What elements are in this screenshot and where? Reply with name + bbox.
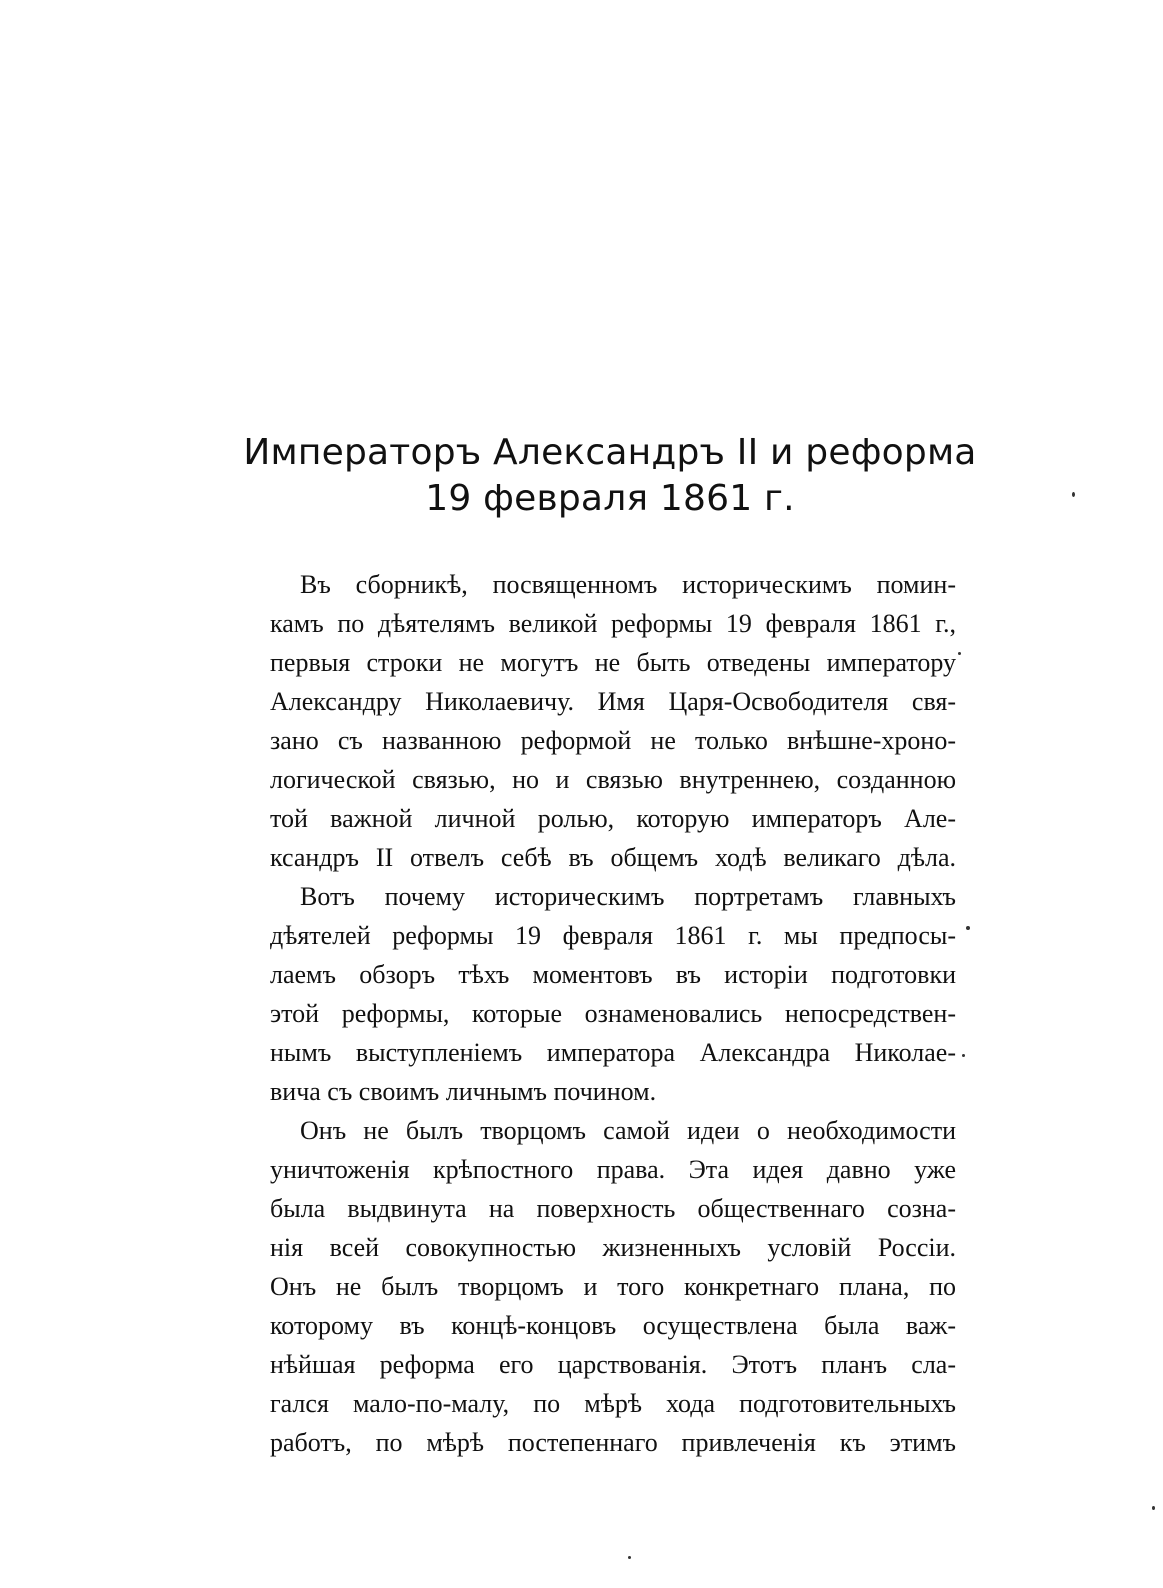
text-line: логической связью, но и связью внутреннею, созданною <box>270 765 956 794</box>
text-line: ксандръ II отвелъ себѣ въ общемъ ходѣ великаго дѣла. <box>270 843 956 872</box>
scan-speck <box>958 652 961 655</box>
text-line: уничтоженія крѣпостного права. Эта идея давно уже <box>270 1155 956 1184</box>
text-line: камъ по дѣятелямъ великой реформы 19 февраля 1861 г., <box>270 609 956 638</box>
text-line: Онъ не былъ творцомъ самой идеи о необходимости <box>300 1116 956 1145</box>
text-line: дѣятелей реформы 19 февраля 1861 г. мы предпосы- <box>270 921 956 950</box>
scan-speck <box>966 926 970 930</box>
text-line: вича съ своимъ личнымъ почином. <box>270 1077 657 1106</box>
text-line: первыя строки не могутъ не быть отведены императору <box>270 648 956 677</box>
text-line: Вотъ почему историческимъ портретамъ главныхъ <box>300 882 956 911</box>
text-line: была выдвинута на поверхность общественнаго созна- <box>270 1194 956 1223</box>
text-line: этой реформы, которые ознаменовались непосредствен- <box>270 999 956 1028</box>
scan-speck <box>628 1556 631 1559</box>
text-line: Онъ не былъ творцомъ и того конкретнаго плана, по <box>270 1272 956 1301</box>
text-line: нія всей совокупностью жизненныхъ условій Россіи. <box>270 1233 956 1262</box>
text-line: Александру Николаевичу. Имя Царя-Освободителя свя- <box>270 687 956 716</box>
body-text <box>270 565 956 1462</box>
scan-speck <box>1072 492 1075 497</box>
text-line: Въ сборникѣ, посвященномъ историческимъ помин- <box>300 570 956 599</box>
text-line: работъ, по мѣрѣ постепеннаго привлеченія къ этимъ <box>270 1428 956 1457</box>
chapter-title <box>230 430 990 522</box>
text-line: зано съ названною реформой не только внѣшне-хроно- <box>270 726 956 755</box>
text-line: той важной личной ролью, которую императоръ Але- <box>270 804 956 833</box>
chapter-title-line-1: Императоръ Александръ II и реформа <box>243 432 977 473</box>
chapter-title-line-2: 19 февраля 1861 г. <box>425 478 795 519</box>
text-line: гался мало-по-малу, по мѣрѣ хода подготовительныхъ <box>270 1389 956 1418</box>
text-line: нѣйшая реформа его царствованія. Этотъ планъ сла- <box>270 1350 956 1379</box>
text-line: лаемъ обзоръ тѣхъ моментовъ въ исторіи подготовки <box>270 960 956 989</box>
text-line: нымъ выступленіемъ императора Александра Николае- <box>270 1038 956 1067</box>
scan-speck <box>1152 1506 1155 1510</box>
text-line: которому въ концѣ-концовъ осуществлена была важ- <box>270 1311 956 1340</box>
scan-speck <box>962 1054 965 1057</box>
